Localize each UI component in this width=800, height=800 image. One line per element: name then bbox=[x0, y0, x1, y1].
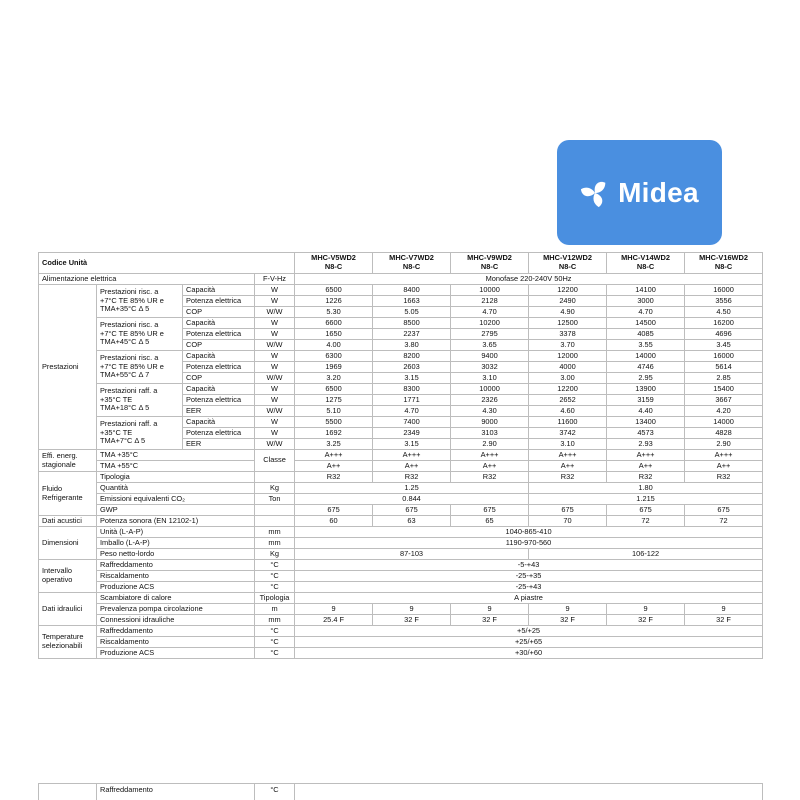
table-cell: 2326 bbox=[451, 395, 529, 406]
table-row bbox=[39, 615, 763, 626]
table-row bbox=[39, 527, 763, 538]
table-cell: 1692 bbox=[295, 428, 373, 439]
table-cell: Capacità bbox=[183, 351, 255, 362]
table-cell: 3.15 bbox=[373, 439, 451, 450]
table-cell: Riscaldamento bbox=[97, 571, 255, 582]
table-cell: 2.90 bbox=[451, 439, 529, 450]
table-cell: °C bbox=[255, 560, 295, 571]
midea-brand-text: Midea bbox=[618, 176, 699, 208]
table-cell: °C bbox=[255, 637, 295, 648]
table-cell: +5/+25 bbox=[295, 626, 763, 637]
model-header: MHC-V5WD2 N8-C bbox=[295, 253, 373, 274]
table-cell: 6500 bbox=[295, 384, 373, 395]
table-cell: 2349 bbox=[373, 428, 451, 439]
table-cell: 10200 bbox=[451, 318, 529, 329]
table-cell: Prestazioni risc. a +7°C TE 85% UR e TMA+35°C Δ 5 bbox=[97, 285, 183, 318]
table-row bbox=[39, 494, 763, 505]
table-cell: 4000 bbox=[529, 362, 607, 373]
table-cell: Capacità bbox=[183, 285, 255, 296]
table-cell: COP bbox=[183, 307, 255, 318]
table-cell: 4696 bbox=[685, 329, 763, 340]
table-cell: 2490 bbox=[529, 296, 607, 307]
table-row bbox=[39, 538, 763, 549]
table-header-row bbox=[39, 253, 763, 274]
table-cell: Fluido Refrigerante bbox=[39, 472, 97, 516]
table-cell: 70 bbox=[529, 516, 607, 527]
table-cell: 3667 bbox=[685, 395, 763, 406]
table-cell: 4.00 bbox=[295, 340, 373, 351]
table-cell: A piastre bbox=[295, 593, 763, 604]
table-cell: 3.25 bbox=[295, 439, 373, 450]
table-row bbox=[39, 648, 763, 659]
table-cell: °C bbox=[255, 648, 295, 659]
table-cell: 2795 bbox=[451, 329, 529, 340]
table-cell: W/W bbox=[255, 307, 295, 318]
table-cell: Unità (L-A-P) bbox=[97, 527, 255, 538]
table-cell: 5.05 bbox=[373, 307, 451, 318]
table-cell: °C bbox=[255, 784, 295, 800]
table-cell: Prestazioni raff. a +35°C TE TMA+7°C Δ 5 bbox=[97, 417, 183, 450]
table-cell: 14100 bbox=[607, 285, 685, 296]
table-cell bbox=[255, 505, 295, 516]
table-cell: Tipologia bbox=[97, 472, 255, 483]
table-cell: 32 F bbox=[451, 615, 529, 626]
table-cell: A++ bbox=[373, 461, 451, 472]
table-cell: Imballo (L-A-P) bbox=[97, 538, 255, 549]
table-cell: COP bbox=[183, 340, 255, 351]
table-cell: W/W bbox=[255, 373, 295, 384]
table-cell: 16200 bbox=[685, 318, 763, 329]
table-cell: A++ bbox=[451, 461, 529, 472]
table-cell: Quantità bbox=[97, 483, 255, 494]
table-cell: 8500 bbox=[373, 318, 451, 329]
table-cell: 675 bbox=[685, 505, 763, 516]
table-cell: 32 F bbox=[685, 615, 763, 626]
table-cell: 14000 bbox=[607, 351, 685, 362]
table-cell: +25/+65 bbox=[295, 637, 763, 648]
table-cell: R32 bbox=[373, 472, 451, 483]
table-cell: 675 bbox=[451, 505, 529, 516]
table-cell: 675 bbox=[295, 505, 373, 516]
table-cell: 5.30 bbox=[295, 307, 373, 318]
table-cell: 72 bbox=[685, 516, 763, 527]
model-header: MHC-V14WD2 N8-C bbox=[607, 253, 685, 274]
table-cell: 675 bbox=[373, 505, 451, 516]
table-cell: 6600 bbox=[295, 318, 373, 329]
table-cell: 2.93 bbox=[607, 439, 685, 450]
table-cell: 6500 bbox=[295, 285, 373, 296]
table-cell: Kg bbox=[255, 549, 295, 560]
table-cell: 6300 bbox=[295, 351, 373, 362]
table-cell: 2.85 bbox=[685, 373, 763, 384]
spec-table-continuation bbox=[38, 783, 763, 800]
table-cell: TMA +55°C bbox=[97, 461, 255, 472]
table-cell: COP bbox=[183, 373, 255, 384]
table-cell: 3742 bbox=[529, 428, 607, 439]
table-cell: 4.50 bbox=[685, 307, 763, 318]
table-row bbox=[39, 571, 763, 582]
table-cell: 0.844 bbox=[295, 494, 529, 505]
table-cell: Dati idraulici bbox=[39, 593, 97, 626]
table-cell: 32 F bbox=[529, 615, 607, 626]
table-cell: Intervallo operativo bbox=[39, 560, 97, 593]
table-cell: GWP bbox=[97, 505, 255, 516]
table-row bbox=[39, 637, 763, 648]
table-row bbox=[39, 604, 763, 615]
table-row bbox=[39, 450, 763, 461]
table-cell: W bbox=[255, 318, 295, 329]
table-cell: Peso netto-lordo bbox=[97, 549, 255, 560]
table-row bbox=[39, 285, 763, 296]
spec-table-body bbox=[39, 274, 763, 659]
table-cell: 9000 bbox=[451, 417, 529, 428]
table-cell: 9 bbox=[685, 604, 763, 615]
table-cell: Potenza elettrica bbox=[183, 329, 255, 340]
table-cell: R32 bbox=[607, 472, 685, 483]
table-row bbox=[39, 274, 763, 285]
table-cell: 4.70 bbox=[373, 406, 451, 417]
table-cell: 2.90 bbox=[685, 439, 763, 450]
table-cell: A+++ bbox=[373, 450, 451, 461]
table-row bbox=[39, 318, 763, 329]
table-cell: A+++ bbox=[607, 450, 685, 461]
table-cell: A+++ bbox=[685, 450, 763, 461]
table-cell: 4573 bbox=[607, 428, 685, 439]
table-cell: A+++ bbox=[529, 450, 607, 461]
table-cell: A++ bbox=[529, 461, 607, 472]
codice-unita-label: Codice Unità bbox=[39, 253, 295, 274]
table-cell: 63 bbox=[373, 516, 451, 527]
table-cell: 4746 bbox=[607, 362, 685, 373]
table-cell: 5500 bbox=[295, 417, 373, 428]
table-cell: Emissioni equivalenti CO₂ bbox=[97, 494, 255, 505]
table-cell: 106-122 bbox=[529, 549, 763, 560]
table-cell: 10000 bbox=[451, 285, 529, 296]
table-cell: °C bbox=[255, 571, 295, 582]
table-cell: A++ bbox=[685, 461, 763, 472]
model-header: MHC-V7WD2 N8-C bbox=[373, 253, 451, 274]
table-row bbox=[39, 549, 763, 560]
table-cell: 1275 bbox=[295, 395, 373, 406]
table-cell: 16000 bbox=[685, 351, 763, 362]
table-cell: 3032 bbox=[451, 362, 529, 373]
table-cell: EER bbox=[183, 439, 255, 450]
table-cell: Potenza elettrica bbox=[183, 395, 255, 406]
model-header: MHC-V9WD2 N8-C bbox=[451, 253, 529, 274]
table-cell: A+++ bbox=[295, 450, 373, 461]
table-cell: mm bbox=[255, 538, 295, 549]
table-cell: 5614 bbox=[685, 362, 763, 373]
table-cell: 60 bbox=[295, 516, 373, 527]
table-cell: 1663 bbox=[373, 296, 451, 307]
table-cell: Dimensioni bbox=[39, 527, 97, 560]
midea-logo bbox=[557, 140, 722, 245]
table-cell: W/W bbox=[255, 406, 295, 417]
model-header: MHC-V12WD2 N8-C bbox=[529, 253, 607, 274]
table-cell: 2.95 bbox=[607, 373, 685, 384]
table-cell: 3378 bbox=[529, 329, 607, 340]
table-cell: Prestazioni risc. a +7°C TE 85% UR e TMA+55°C Δ 7 bbox=[97, 351, 183, 384]
table-cell: Connessioni idrauliche bbox=[97, 615, 255, 626]
table-cell: W bbox=[255, 417, 295, 428]
table-cell: 1650 bbox=[295, 329, 373, 340]
table-cell: mm bbox=[255, 527, 295, 538]
table-cell: 13900 bbox=[607, 384, 685, 395]
table-cell: EER bbox=[183, 406, 255, 417]
table-cell: 3000 bbox=[607, 296, 685, 307]
table-cell: 1771 bbox=[373, 395, 451, 406]
table-cell: Alimentazione elettrica bbox=[39, 274, 255, 285]
table-cell: 4.70 bbox=[607, 307, 685, 318]
table-cell: 4.90 bbox=[529, 307, 607, 318]
table-cell: 1226 bbox=[295, 296, 373, 307]
table-cell: A+++ bbox=[451, 450, 529, 461]
table-row bbox=[39, 560, 763, 571]
table-cell: 3.80 bbox=[373, 340, 451, 351]
table-cell: mm bbox=[255, 615, 295, 626]
table-cell: 9400 bbox=[451, 351, 529, 362]
table-cell: W bbox=[255, 395, 295, 406]
table-cell: 32 F bbox=[373, 615, 451, 626]
table-cell: 13400 bbox=[607, 417, 685, 428]
table-cell: R32 bbox=[685, 472, 763, 483]
table-cell: 3.00 bbox=[529, 373, 607, 384]
table-cell: 3.10 bbox=[451, 373, 529, 384]
table-cell: 12200 bbox=[529, 285, 607, 296]
table-cell: 25.4 F bbox=[295, 615, 373, 626]
table-cell: °C bbox=[255, 582, 295, 593]
table-cell: Prestazioni bbox=[39, 285, 97, 450]
table-cell: Prevalenza pompa circolazione bbox=[97, 604, 255, 615]
table-cell: 1040-865-410 bbox=[295, 527, 763, 538]
table-cell: 65 bbox=[451, 516, 529, 527]
table-row bbox=[39, 351, 763, 362]
table-row bbox=[39, 784, 763, 800]
table-cell: 14500 bbox=[607, 318, 685, 329]
table-cell: 3556 bbox=[685, 296, 763, 307]
table-cell: °C bbox=[255, 626, 295, 637]
table-cell: 1190-970-560 bbox=[295, 538, 763, 549]
table-cell: Raffreddamento bbox=[97, 560, 255, 571]
table-cell: 32 F bbox=[607, 615, 685, 626]
table-cell: W bbox=[255, 329, 295, 340]
table-cell: 4.20 bbox=[685, 406, 763, 417]
table-cell: 3.70 bbox=[529, 340, 607, 351]
table-cell bbox=[295, 784, 763, 800]
table-cell: 9 bbox=[529, 604, 607, 615]
table-cell: 5.10 bbox=[295, 406, 373, 417]
table-cell: 12500 bbox=[529, 318, 607, 329]
table-cell: 8400 bbox=[373, 285, 451, 296]
table-cell: -5-+43 bbox=[295, 560, 763, 571]
table-cell: TMA +35°C bbox=[97, 450, 255, 461]
table-cell: Ton bbox=[255, 494, 295, 505]
table-cell: 3159 bbox=[607, 395, 685, 406]
table-row bbox=[39, 593, 763, 604]
table-cell: Produzione ACS bbox=[97, 582, 255, 593]
table-cell: Riscaldamento bbox=[97, 637, 255, 648]
model-header: MHC-V16WD2 N8-C bbox=[685, 253, 763, 274]
table-cell: 9 bbox=[451, 604, 529, 615]
table-cell: Capacità bbox=[183, 384, 255, 395]
table-cell: A++ bbox=[295, 461, 373, 472]
table-cell: 72 bbox=[607, 516, 685, 527]
table-cell: 1.80 bbox=[529, 483, 763, 494]
table-cell: Potenza elettrica bbox=[183, 362, 255, 373]
table-cell: 1969 bbox=[295, 362, 373, 373]
table-cell: 3.10 bbox=[529, 439, 607, 450]
table-cell: W bbox=[255, 362, 295, 373]
table-cell bbox=[255, 472, 295, 483]
table-cell: 4.70 bbox=[451, 307, 529, 318]
table-cell: 8300 bbox=[373, 384, 451, 395]
table-cell: 1.25 bbox=[295, 483, 529, 494]
table-cell: W/W bbox=[255, 439, 295, 450]
table-row bbox=[39, 505, 763, 516]
table-cell: 4.60 bbox=[529, 406, 607, 417]
table-cell: 16000 bbox=[685, 285, 763, 296]
table-cell: 87-103 bbox=[295, 549, 529, 560]
table-cell: Prestazioni raff. a +35°C TE TMA+18°C Δ 5 bbox=[97, 384, 183, 417]
table-cell: 3.20 bbox=[295, 373, 373, 384]
table-cell: 14000 bbox=[685, 417, 763, 428]
table-cell: 1.215 bbox=[529, 494, 763, 505]
table-cell: A++ bbox=[607, 461, 685, 472]
table-cell: 2652 bbox=[529, 395, 607, 406]
table-cell: -25-+43 bbox=[295, 582, 763, 593]
table-cell: Tipologia bbox=[255, 593, 295, 604]
table-cell: W bbox=[255, 428, 295, 439]
table-cell: F-V-Hz bbox=[255, 274, 295, 285]
table-cell: Prestazioni risc. a +7°C TE 85% UR e TMA+45°C Δ 5 bbox=[97, 318, 183, 351]
table-cell: Temperature selezionabili bbox=[39, 626, 97, 659]
table-cell: Potenza sonora (EN 12102-1) bbox=[97, 516, 255, 527]
table-cell: Raffreddamento bbox=[97, 784, 255, 800]
table-cell: 9 bbox=[295, 604, 373, 615]
table-cell: 3103 bbox=[451, 428, 529, 439]
table-cell: 7400 bbox=[373, 417, 451, 428]
table-cell: 3.65 bbox=[451, 340, 529, 351]
table-cell: 9 bbox=[607, 604, 685, 615]
table-cell: Capacità bbox=[183, 318, 255, 329]
table-cell: 2237 bbox=[373, 329, 451, 340]
table-cell: W bbox=[255, 384, 295, 395]
table-cell: Potenza elettrica bbox=[183, 428, 255, 439]
table-cell: W/W bbox=[255, 340, 295, 351]
table-cell bbox=[39, 784, 97, 800]
midea-fan-icon bbox=[580, 178, 610, 208]
table-row bbox=[39, 461, 763, 472]
table-cell: Produzione ACS bbox=[97, 648, 255, 659]
table-cell bbox=[255, 516, 295, 527]
table-cell: 10000 bbox=[451, 384, 529, 395]
table-cell: 11600 bbox=[529, 417, 607, 428]
table-cell: m bbox=[255, 604, 295, 615]
table-row bbox=[39, 472, 763, 483]
table-cell: 3.45 bbox=[685, 340, 763, 351]
table-cell: 3.55 bbox=[607, 340, 685, 351]
table-cell: 8200 bbox=[373, 351, 451, 362]
table-cell: +30/+60 bbox=[295, 648, 763, 659]
table-row bbox=[39, 582, 763, 593]
table-cell: Potenza elettrica bbox=[183, 296, 255, 307]
table-cell: 12000 bbox=[529, 351, 607, 362]
table-cell: Raffreddamento bbox=[97, 626, 255, 637]
table-cell: Classe bbox=[255, 450, 295, 472]
table-row bbox=[39, 516, 763, 527]
table-cell: 675 bbox=[607, 505, 685, 516]
table-cell: 675 bbox=[529, 505, 607, 516]
table-cell: W bbox=[255, 285, 295, 296]
table-row bbox=[39, 483, 763, 494]
table-cell: W bbox=[255, 296, 295, 307]
table-cell: Dati acustici bbox=[39, 516, 97, 527]
table-cell: R32 bbox=[529, 472, 607, 483]
table-row bbox=[39, 417, 763, 428]
table-cell: Kg bbox=[255, 483, 295, 494]
table-cell: 12200 bbox=[529, 384, 607, 395]
table-cell: 15400 bbox=[685, 384, 763, 395]
table-cell: 4085 bbox=[607, 329, 685, 340]
table-cell: 3.15 bbox=[373, 373, 451, 384]
table-cell: 4.30 bbox=[451, 406, 529, 417]
table-cell: Scambiatore di calore bbox=[97, 593, 255, 604]
table-cell: Monofase 220-240V 50Hz bbox=[295, 274, 763, 285]
spec-table-continuation-body bbox=[39, 784, 763, 800]
table-row bbox=[39, 626, 763, 637]
table-cell: Effi. energ. stagionale bbox=[39, 450, 97, 472]
table-cell: 4828 bbox=[685, 428, 763, 439]
table-cell: 2603 bbox=[373, 362, 451, 373]
table-cell: W bbox=[255, 351, 295, 362]
spec-table bbox=[38, 252, 763, 659]
table-cell: 2128 bbox=[451, 296, 529, 307]
table-cell: 4.40 bbox=[607, 406, 685, 417]
table-cell: R32 bbox=[451, 472, 529, 483]
spec-table-header bbox=[39, 253, 763, 274]
table-cell: 9 bbox=[373, 604, 451, 615]
table-cell: -25-+35 bbox=[295, 571, 763, 582]
table-cell: Capacità bbox=[183, 417, 255, 428]
table-row bbox=[39, 384, 763, 395]
table-cell: R32 bbox=[295, 472, 373, 483]
